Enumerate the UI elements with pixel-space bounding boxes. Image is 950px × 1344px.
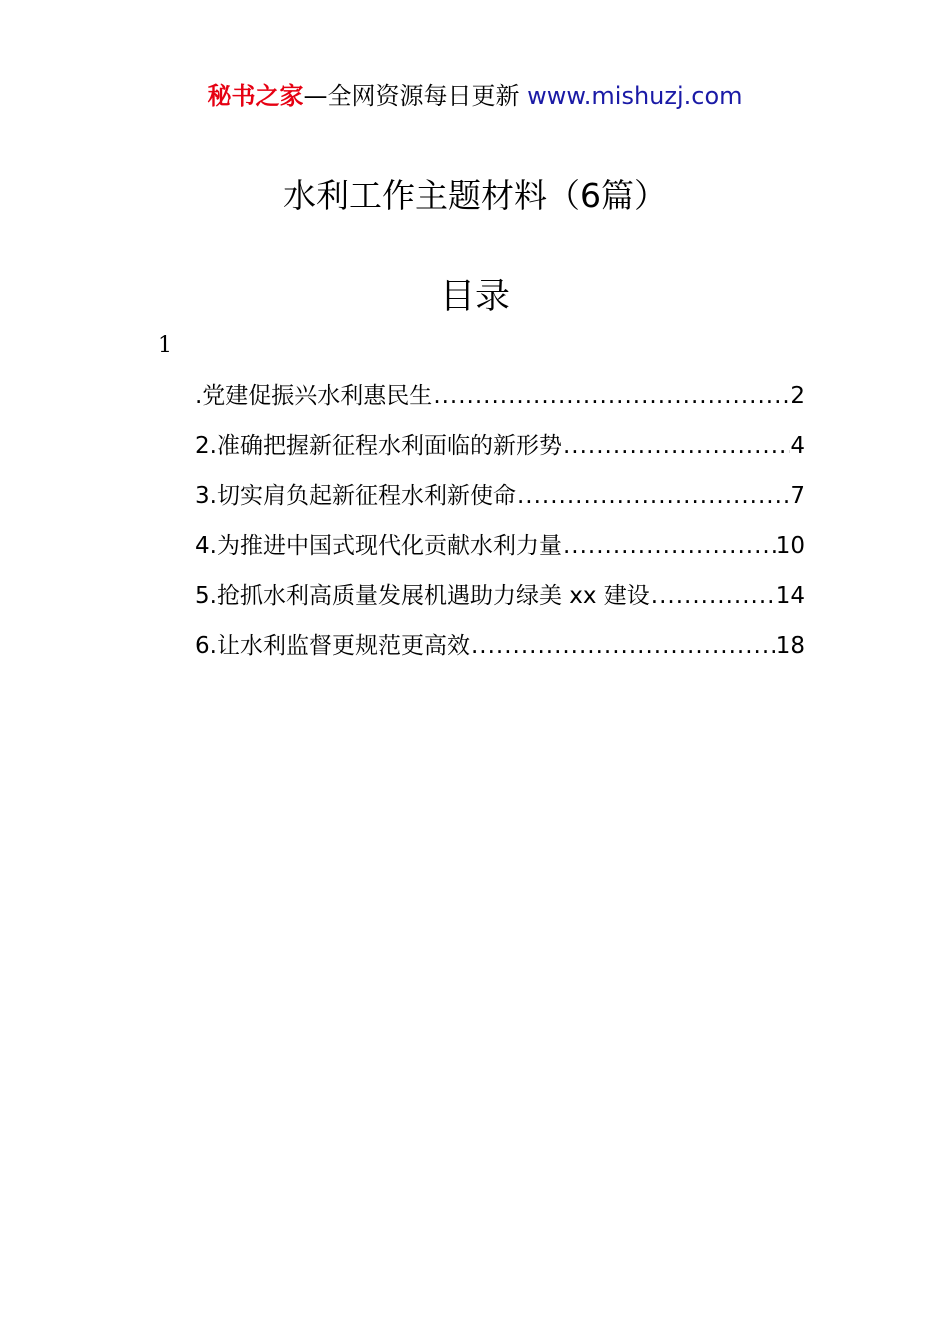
toc-entry[interactable]	[195, 526, 805, 576]
toc-entry-title: .党建促振兴水利惠民生	[195, 383, 433, 409]
toc-entry-page: 10	[775, 533, 805, 559]
toc-dot-leader	[516, 476, 790, 516]
toc-entry-title: 2.准确把握新征程水利面临的新形势	[195, 433, 562, 459]
site-brand: 秘书之家	[207, 82, 304, 110]
toc-list-number: 1	[158, 333, 172, 358]
toc-entry[interactable]	[195, 626, 805, 676]
site-header	[0, 80, 950, 112]
toc-heading: 目录	[439, 277, 510, 317]
toc-entry-page: 4	[790, 433, 805, 459]
toc-entry-page: 2	[790, 383, 805, 409]
toc-entry[interactable]	[195, 426, 805, 476]
toc-entry[interactable]	[195, 476, 805, 526]
toc-dot-leader	[650, 576, 776, 616]
toc-entry[interactable]	[195, 576, 805, 626]
toc-entry-page: 18	[775, 633, 805, 659]
toc-dot-leader	[432, 376, 790, 416]
table-of-contents	[195, 376, 805, 676]
toc-entry-title: 3.切实肩负起新征程水利新使命	[195, 483, 516, 509]
toc-entry-title: 6.让水利监督更规范更高效	[195, 633, 470, 659]
toc-entry-title: 4.为推进中国式现代化贡献水利力量	[195, 533, 562, 559]
document-title: 水利工作主题材料（6篇）	[283, 176, 667, 215]
site-tagline: —全网资源每日更新	[303, 82, 520, 110]
site-url-link[interactable]: www.mishuzj.com	[527, 82, 743, 110]
toc-dot-leader	[562, 426, 790, 466]
toc-entry-page: 14	[775, 583, 805, 609]
toc-dot-leader	[470, 626, 776, 666]
toc-entry-title: 5.抢抓水利高质量发展机遇助力绿美 xx 建设	[195, 583, 650, 609]
toc-entry[interactable]	[195, 376, 805, 426]
toc-dot-leader	[562, 526, 776, 566]
toc-entry-page: 7	[790, 483, 805, 509]
